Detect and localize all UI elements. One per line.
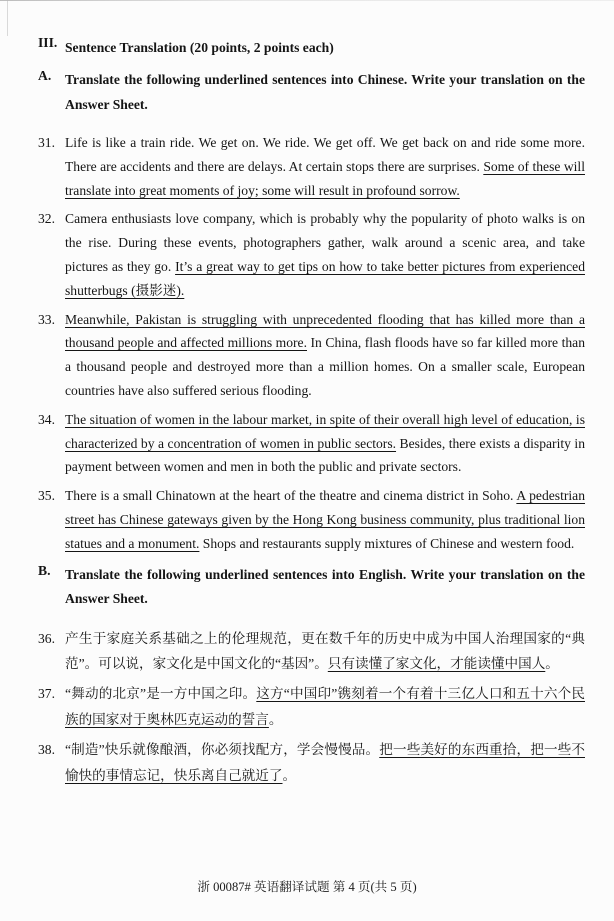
underlined-segment: 把一些美好的东西重拾，把一些不愉快的事情忘记，快乐离自己就近了 xyxy=(65,742,585,783)
question-number: 36. xyxy=(38,630,55,646)
question-text xyxy=(65,308,585,403)
page-footer: 浙 00087# 英语翻译试题 第 4 页(共 5 页) xyxy=(197,880,417,894)
question-item-35 xyxy=(38,484,585,555)
question-number: 34. xyxy=(38,411,55,427)
part-b-instruction: Translate the following underlined sentences into English. Write your translation on the Answer Sheet. xyxy=(65,566,585,607)
underlined-segment: A pedestrian street has Chinese gateways given by the Hong Kong business community, plus traditional lion statues and a monument. xyxy=(65,488,586,551)
question-number: 31. xyxy=(38,135,55,150)
question-item-34 xyxy=(38,408,585,479)
section-heading xyxy=(38,35,585,60)
question-text xyxy=(65,626,585,677)
question-item-31 xyxy=(38,131,585,202)
question-number: 32. xyxy=(38,211,55,227)
text-segment: 。 xyxy=(268,711,283,727)
part-a-question-list xyxy=(38,131,585,556)
part-a-instruction: Translate the following underlined sentences into Chinese. Write your translation on the Answer Sheet. xyxy=(65,72,585,112)
question-text xyxy=(65,484,585,555)
question-text xyxy=(65,408,585,479)
question-item-38 xyxy=(38,737,585,788)
text-segment: There is a small Chinatown at the heart of the theatre and cinema district in Soho. xyxy=(65,488,517,504)
underlined-segment: 这方“中国印”镌刻着一个有着十三亿人口和五十六个民族的国家对于奥林匹克运动的誓言 xyxy=(65,686,585,727)
part-b-question-list xyxy=(38,626,585,788)
text-segment: Life is like a train ride. We get on. We ride. We get off. We get back on and ride some more. There are accidents and there are delays. At certain stops there are surprises. xyxy=(65,135,585,174)
text-segment: In China, flash floods have so far killed more than a thousand people and destroyed more than a million homes. On a smaller scale, European countries have also suffered serious flooding. xyxy=(65,335,585,398)
text-segment: Besides, there exists a disparity in payment between women and men in both the public and private sectors. xyxy=(65,435,585,475)
underlined-segment: Meanwhile, Pakistan is struggling with unprecedented flooding that has killed more than a thousand people and affected millions more. xyxy=(65,311,585,351)
section-number: III. xyxy=(38,35,58,50)
question-text xyxy=(65,131,585,202)
underlined-segment: 只有读懂了家文化，才能读懂中国人 xyxy=(327,655,546,671)
question-text xyxy=(65,207,585,302)
text-segment: 。 xyxy=(282,767,297,783)
text-segment: 产生于家庭关系基础之上的伦理规范，更在数千年的历史中成为中国人治理国家的“典范”。可以说，家文化是中国文化的“基因”。 xyxy=(65,630,585,671)
text-segment: Shops and restaurants supply mixtures of Chinese and western food. xyxy=(199,535,575,551)
part-a-label: A. xyxy=(38,68,52,83)
text-segment: “制造”快乐就像酿酒，你必须找配方，学会慢慢品。 xyxy=(65,742,380,758)
underlined-segment: Some of these will translate into great moments of joy; some will result in profound sorrow. xyxy=(65,158,585,198)
question-item-37 xyxy=(38,681,585,732)
question-text xyxy=(65,681,585,732)
underlined-segment: The situation of women in the labour market, in spite of their overall high level of education, is characterized by a concentration of women in public sectors. xyxy=(65,411,585,451)
underlined-segment: It’s a great way to get tips on how to take better pictures from experienced shutterbugs (摄影迷). xyxy=(65,258,585,298)
part-b-label: B. xyxy=(38,562,51,578)
part-b-heading xyxy=(38,563,585,612)
question-text xyxy=(65,737,585,788)
text-segment: 。 xyxy=(545,655,559,671)
question-number: 35. xyxy=(38,488,55,504)
text-segment: “舞动的北京”是一方中国之印。 xyxy=(65,686,257,702)
question-item-36 xyxy=(38,626,585,677)
question-number: 37. xyxy=(38,686,55,702)
part-a-heading xyxy=(38,68,585,117)
question-item-33 xyxy=(38,308,585,403)
text-segment: Camera enthusiasts love company, which is probably why the popularity of photo walks is on the rise. During these events, photographers gather, walk around a scenic area, and take pictures as they go. xyxy=(65,211,585,274)
section-title: Sentence Translation (20 points, 2 points each) xyxy=(65,40,334,55)
question-item-32 xyxy=(38,207,585,302)
question-number: 38. xyxy=(38,742,55,758)
question-number: 33. xyxy=(38,311,55,327)
scan-artifact xyxy=(7,0,8,36)
